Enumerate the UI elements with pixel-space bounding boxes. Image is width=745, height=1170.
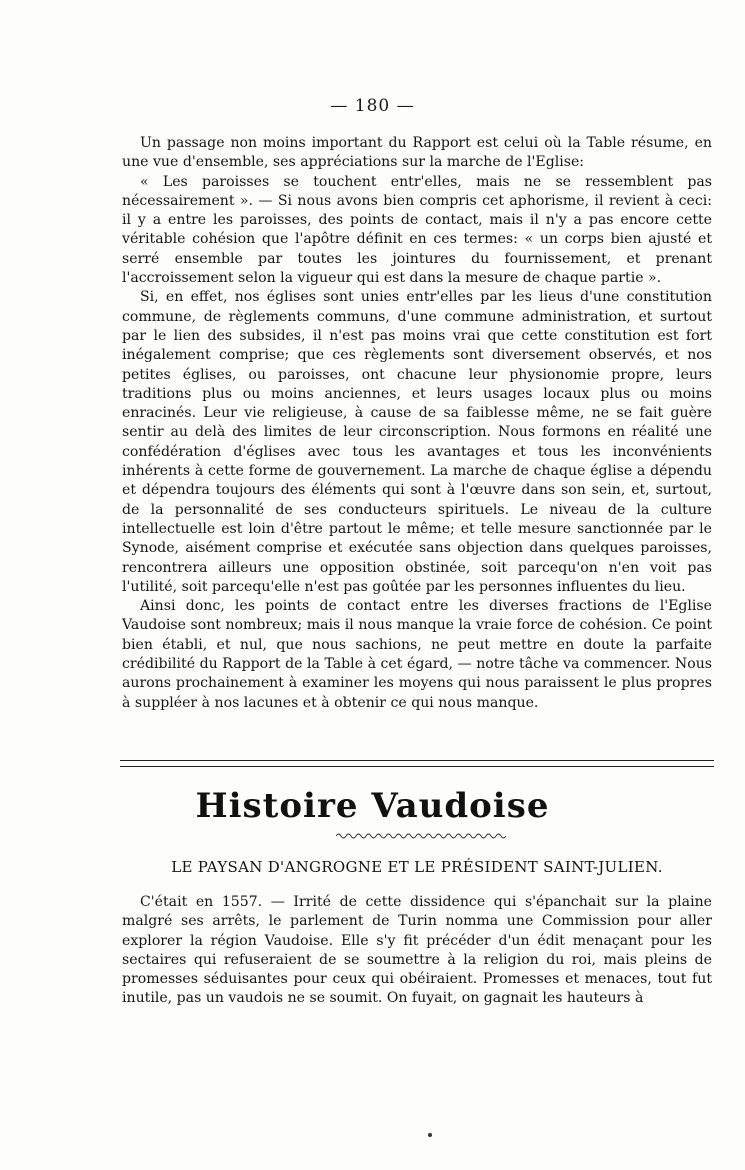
wavy-ornament — [336, 832, 506, 840]
paragraph: Si, en effet, nos églises sont unies entr'elles par les lieus d'une constitution commune, de règlements communs, d'une commune administration, et surtout par le lien des subsides, il n'est pas moins vrai que cette constitution est fort inégalement comprise; que ces règlements sont diversement observés, et nos petites églises, ou paroisses, ont chacune leur physionomie propre, leurs traditions plus ou moins anciennes, et leurs usages locaux plus ou moins enracinés. Leur vie religieuse, à cause de sa faiblesse même, ne se fait guère sentir au delà des limites de leur circonscription. Nous formons en réalité une confédération d'églises avec tous les avantages et tous les inconvénients inhérents à cette forme de gouvernement. La marche de chaque église a dépendu et dépendra toujours des éléments qui sont à l'œuvre dans son sein, et, surtout, de la personnalité de ses conducteurs spirituels. Le niveau de la culture intellectuelle est loin d'être partout le même; et telle mesure sanctionnée par le Synode, aisément comprise et exécutée sans objection dans quelques paroisses, rencontrera ailleurs une opposition obstinée, soit parcequ'on n'en voit pas l'utilité, soit parcequ'elle n'est pas goûtée par les personnes influentes du lieu. — [122, 289, 712, 595]
paragraph: Ainsi donc, les points de contact entre les diverses fractions de l'Eglise Vaudoise sont nombreux; mais il nous manque la vraie force de cohésion. Ce point bien établi, et nul, que nous sachions, ne peut mettre en doute la parfaite crédibilité du Rapport de la Table à cet égard, — notre tâche va commencer. Nous aurons prochainement à examiner les moyens qui nous paraissent le plus propres à suppléer à nos lacunes et à obtenir ce qui nous manque. — [122, 598, 712, 711]
paragraph: « Les paroisses se touchent entr'elles, mais ne se ressemblent pas nécessairement ». — Si nous avons bien compris cet aphorisme, il revient à ceci: il y a entre les paroisses, des points de contact, mais il n'y a pas encore cette véritable cohésion que l'apôtre définit en ces termes: « un corps bien ajusté et serré ensemble par toutes les jointures du fournissement, et prenant l'accroissement selon la vigueur qui est dans la mesure de chaque partie ». — [122, 173, 712, 287]
section-title: Histoire Vaudoise — [195, 786, 550, 826]
paragraph: Un passage non moins important du Rapport est celui où la Table résume, en une vue d'ensemble, ses appréciations sur la marche de l'Eglise: — [122, 135, 712, 171]
story-subtitle: LE PAYSAN D'ANGROGNE ET LE PRÉSIDENT SAINT-JULIEN. — [171, 858, 663, 876]
print-speck — [428, 1133, 432, 1137]
paragraph: C'était en 1557. — Irrité de cette dissidence qui s'épanchait sur la plaine malgré ses arrêts, le parlement de Turin nomma une Commission pour aller explorer la région Vaudoise. Elle s'y fit précéder d'un édit menaçant pour les sectaires qui refuseraient de se soumettre à la religion du roi, mais pleins de promesses séduisantes pour ceux qui obéiraient. Promesses et menaces, tout fut inutile, pas un vaudois ne se soumit. On fuyait, on gagnait les hauteurs à — [122, 894, 712, 1007]
page-number: — 180 — — [330, 96, 415, 116]
article-body — [122, 134, 712, 713]
section-divider — [120, 760, 714, 767]
story-body — [122, 893, 712, 1009]
